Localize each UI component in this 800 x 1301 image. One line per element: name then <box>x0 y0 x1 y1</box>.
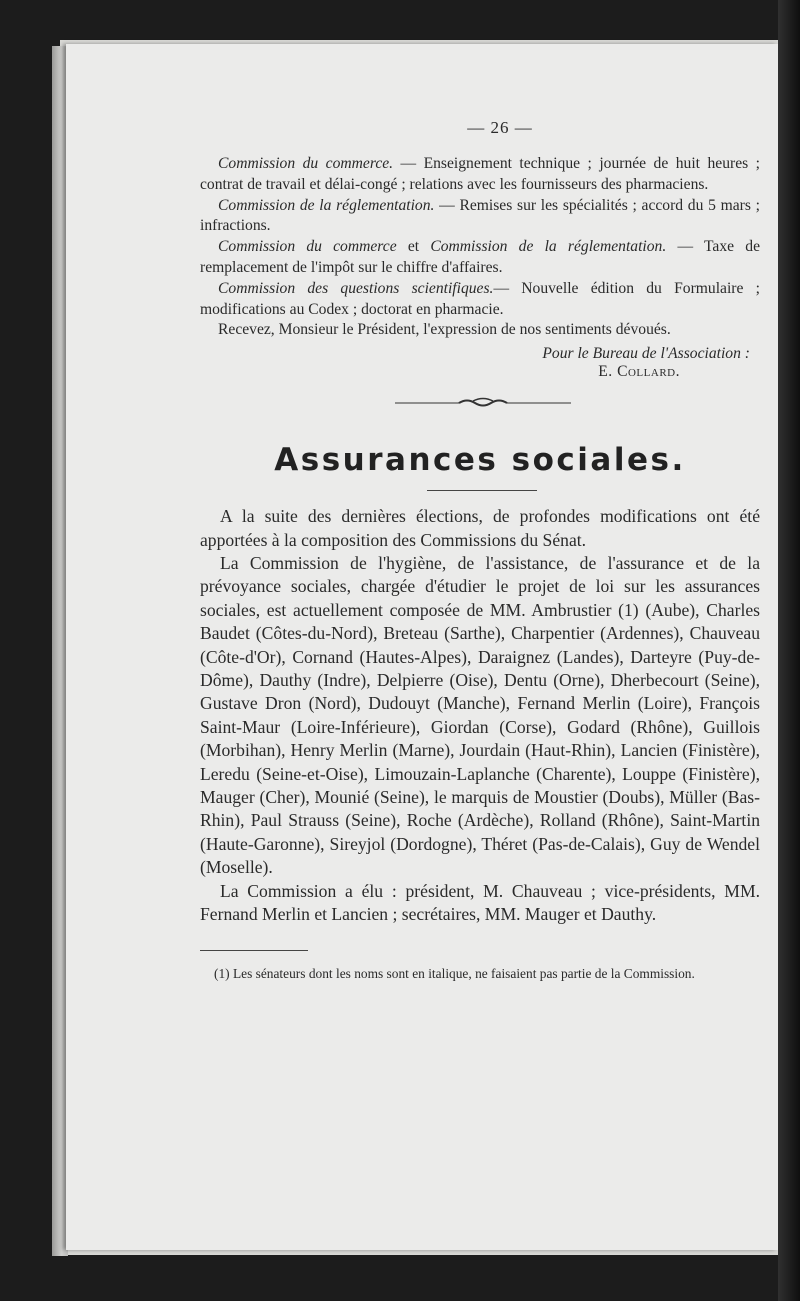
page-content <box>200 118 760 983</box>
article-title: Assurances sociales. <box>274 442 686 479</box>
title-rule <box>427 490 537 491</box>
page-number: — 26 — <box>467 118 533 137</box>
signature-name: E. Collard. <box>598 363 680 381</box>
footnote-section <box>200 965 760 983</box>
letter-paragraph <box>200 237 760 279</box>
signature-for: Pour le Bureau de l'Association : <box>542 345 750 363</box>
commission-topics: — Enseignement technique ; journée de huit heures ; contrat de travail et délai-congé ; relations avec les fournisseurs des pharmaciens. <box>200 155 760 193</box>
commission-topics: — Taxe de remplacement de l'impôt sur le chiffre d'affaires. <box>200 238 760 276</box>
letter-section <box>200 154 760 381</box>
article-paragraph: La Commission a élu : président, M. Chauveau ; vice-présidents, MM. Fernand Merlin et Lancien ; secrétaires, MM. Mauger et Dauthy. <box>200 880 760 925</box>
article-paragraph: A la suite des dernières élections, de profondes modifications ont été apportées à la composition des Commissions du Sénat. <box>200 506 760 550</box>
scan-edge <box>778 0 800 1301</box>
footnote-rule <box>200 950 308 951</box>
article-body <box>200 505 760 926</box>
commission-label: Commission du commerce. <box>218 155 394 172</box>
ornament-divider-icon <box>395 397 571 409</box>
article-paragraph: La Commission de l'hygiène, de l'assistance, de l'assurance et de la prévoyance sociales, chargée d'étudier le projet de loi sur les assurances sociales, est actuellement composée de MM. Ambrustier (1) (Aube), Charles Baudet (Côtes-du-Nord), Breteau (Sarthe), Charpentier (Ardennes), Chauveau (Côte-d'Or), Cornand (Hautes-Alpes), Daraignez (Landes), Darteyre (Puy-de-Dôme), Dauthy (Indre), Delpierre (Oise), Dentu (Orne), Dherbecourt (Seine), Gustave Dron (Nord), Dudouyt (Manche), Fernand Merlin (Loire), François Saint-Maur (Loire-Inférieure), Giordan (Corse), Godard (Rhône), Guillois (Morbihan), Henry Merlin (Marne), Jourdain (Haut-Rhin), Lancien (Finistère), Leredu (Seine-et-Oise), Limouzain-Laplanche (Charente), Louppe (Finistère), Mauger (Cher), Mounié (Seine), le marquis de Moustier (Doubs), Müller (Bas-Rhin), Paul Strauss (Seine), Roche (Ardèche), Rolland (Rhône), Saint-Martin (Haute-Garonne), Sireyjol (Dordogne), Théret (Pas-de-Calais), Guy de Wendel (Moselle). <box>200 552 760 878</box>
commission-label: Commission du commerce <box>218 238 397 256</box>
conjunction: et <box>396 238 431 256</box>
letter-paragraph <box>200 196 760 238</box>
commission-label: Commission de la réglementation. <box>430 238 667 256</box>
commission-topics: — Nouvelle édition du Formulaire ; modifications au Codex ; doctorat en pharmacie. <box>200 279 760 318</box>
letter-paragraph <box>200 279 760 321</box>
letter-paragraph <box>200 154 760 196</box>
footnote: (1) Les sénateurs dont les noms sont en italique, ne faisaient pas partie de la Commission. <box>214 966 695 982</box>
commission-label: Commission des questions scientifiques. <box>218 279 494 297</box>
letter-greeting: Recevez, Monsieur le Président, l'expression de nos sentiments dévoués. <box>218 321 671 339</box>
commission-label: Commission de la réglementation. <box>218 196 435 214</box>
commission-topics: — Remises sur les spécialités ; accord du 5 mars ; infractions. <box>200 196 760 235</box>
